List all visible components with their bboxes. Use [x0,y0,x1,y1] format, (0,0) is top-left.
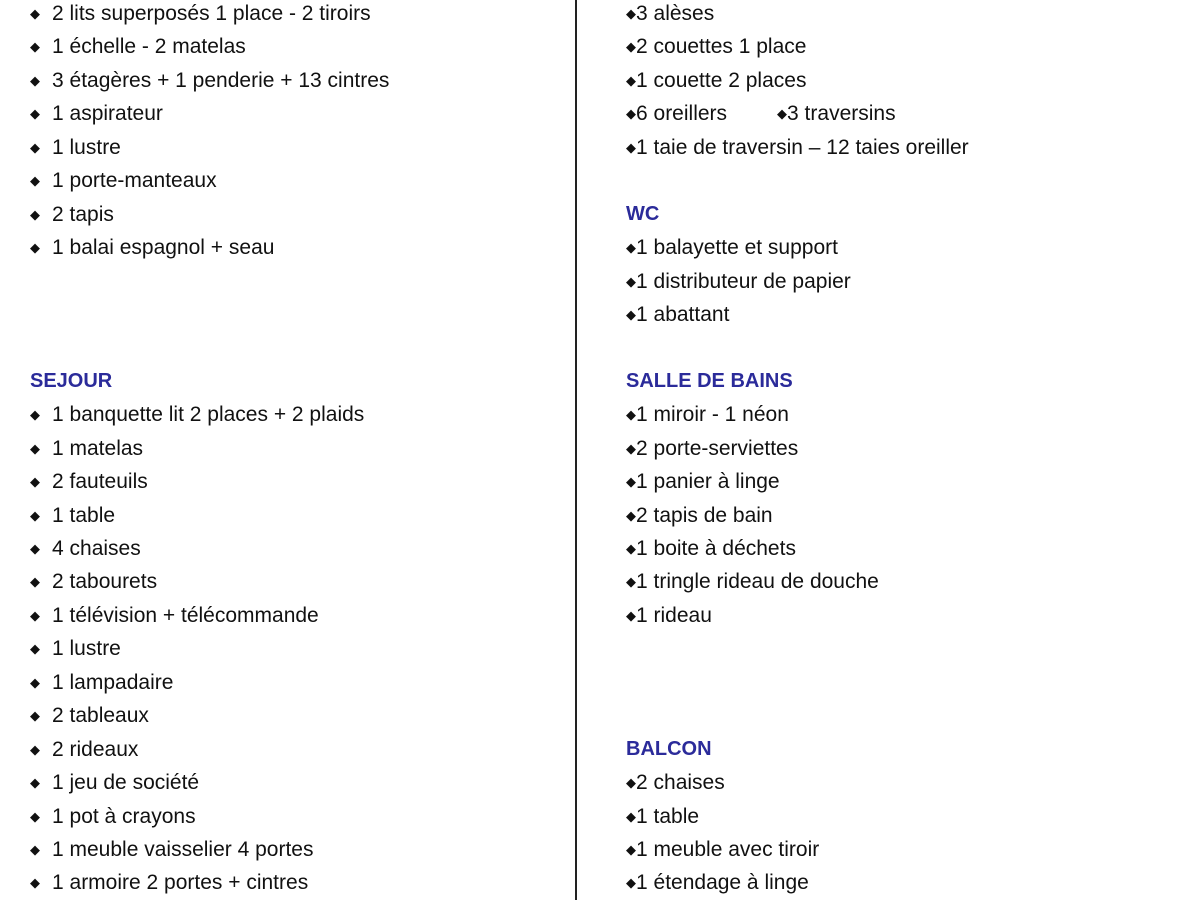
spacer [626,666,969,699]
diamond-bullet-icon: ◆ [30,841,40,857]
item-text: 3 traversins [787,102,896,126]
list-item [626,532,969,565]
section-title-sejour: SEJOUR [30,369,113,392]
item-text: 1 meuble vaisselier 4 portes [52,837,314,861]
list-item [626,833,969,866]
diamond-bullet-icon: ◆ [30,708,40,724]
list-item [626,0,969,30]
item-text: 2 tabourets [52,570,158,594]
item-text: 1 balai espagnol + seau [52,236,275,260]
spacer [626,699,969,732]
item-text: 1 boite à déchets [636,537,796,560]
spacer [626,632,969,665]
item-text: 1 télévision + télécommande [52,603,319,627]
section-title-wc: WC [626,202,660,225]
diamond-bullet-icon: ◆ [626,273,636,289]
item-text: 1 couette 2 places [636,68,807,92]
item-text: 1 banquette lit 2 places + 2 plaids [52,403,365,427]
diamond-bullet-icon: ◆ [30,139,40,155]
item-text: 1 armoire 2 portes + cintres [52,871,309,895]
list-item [626,599,969,632]
item-text: 2 lits superposés 1 place - 2 tiroirs [52,2,371,25]
spacer [626,331,969,364]
item-text: 1 étendage à linge [636,871,809,895]
list-item [30,599,389,632]
diamond-bullet-icon: ◆ [626,474,636,490]
list-item [626,432,969,465]
list-item [30,565,389,598]
list-item [626,64,969,97]
diamond-bullet-icon: ◆ [30,674,40,690]
item-text: 1 table [636,804,700,828]
diamond-bullet-icon: ◆ [626,574,636,590]
list-item [626,97,969,130]
item-text: 1 miroir - 1 néon [636,403,789,427]
item-text: 2 couettes 1 place [636,35,807,59]
column-divider [575,0,577,900]
list-item [30,800,389,833]
diamond-bullet-icon: ◆ [30,574,40,590]
right-column [626,0,969,900]
list-item [30,532,389,565]
list-item [30,64,389,97]
diamond-bullet-icon: ◆ [626,72,636,88]
diamond-bullet-icon: ◆ [30,173,40,189]
diamond-bullet-icon: ◆ [626,841,636,857]
item-text: 2 tapis [52,202,114,226]
item-text: 1 abattant [636,302,730,326]
item-text: 3 étagères + 1 penderie + 13 cintres [52,68,390,92]
diamond-bullet-icon: ◆ [30,474,40,490]
spacer [30,298,389,331]
item-text: 1 pot à crayons [52,804,196,828]
diamond-bullet-icon: ◆ [30,507,40,523]
list-item [626,766,969,799]
list-item [30,465,389,498]
list-item [626,499,969,532]
list-item [30,632,389,665]
diamond-bullet-icon: ◆ [626,306,636,322]
diamond-bullet-icon: ◆ [30,106,40,122]
left-column [30,0,389,900]
item-text: 1 distributeur de papier [636,269,851,293]
diamond-bullet-icon: ◆ [626,39,636,55]
item-text: 1 matelas [52,436,144,460]
list-item [30,231,389,264]
diamond-bullet-icon: ◆ [30,741,40,757]
item-text: 1 panier à linge [636,470,780,494]
list-item [626,265,969,298]
item-text: 2 fauteuils [52,470,148,494]
item-text: 1 rideau [636,603,712,627]
item-text: 1 échelle - 2 matelas [52,35,246,59]
list-item [626,866,969,899]
diamond-bullet-icon: ◆ [626,775,636,791]
diamond-bullet-icon: ◆ [626,541,636,556]
list-item [30,499,389,532]
item-text: 2 tapis de bain [636,503,773,527]
list-item [30,198,389,231]
diamond-bullet-icon: ◆ [30,607,40,623]
spacer [30,265,389,298]
diamond-bullet-icon: ◆ [626,106,636,122]
list-item [30,699,389,732]
item-text: 1 taie de traversin – 12 taies oreiller [636,135,969,159]
diamond-bullet-icon: ◆ [30,72,40,88]
item-text: 1 lustre [52,135,121,159]
item-text: 1 tringle rideau de douche [636,570,879,594]
diamond-bullet-icon: ◆ [777,106,788,122]
list-item [30,398,389,431]
item-text: 2 porte-serviettes [636,436,799,460]
section-title-salle-de-bains: SALLE DE BAINS [626,369,793,392]
diamond-bullet-icon: ◆ [626,240,636,256]
section-title-balcon: BALCON [626,737,712,760]
list-item [626,398,969,431]
diamond-bullet-icon: ◆ [30,541,40,556]
diamond-bullet-icon: ◆ [30,440,40,456]
item-text: 6 oreillers [636,102,728,126]
item-text: 1 porte-manteaux [52,169,217,193]
diamond-bullet-icon: ◆ [30,240,40,256]
list-item [30,164,389,197]
item-text: 1 aspirateur [52,102,163,126]
diamond-bullet-icon: ◆ [626,875,636,891]
diamond-bullet-icon: ◆ [30,775,40,791]
list-item [30,131,389,164]
diamond-bullet-icon: ◆ [30,6,40,21]
diamond-bullet-icon: ◆ [30,875,40,891]
diamond-bullet-icon: ◆ [30,641,40,657]
spacer [30,331,389,364]
list-item [30,666,389,699]
item-text: 2 rideaux [52,737,139,761]
diamond-bullet-icon: ◆ [30,808,40,824]
list-item [30,97,389,130]
list-item [30,432,389,465]
list-item [30,833,389,866]
diamond-bullet-icon: ◆ [626,607,636,623]
spacer [626,164,969,197]
item-text: 3 alèses [636,2,715,25]
list-item [626,465,969,498]
item-text: 1 table [52,503,116,527]
item-text: 1 meuble avec tiroir [636,837,820,861]
diamond-bullet-icon: ◆ [626,139,636,155]
diamond-bullet-icon: ◆ [30,407,40,423]
list-item [626,131,969,164]
list-item [626,298,969,331]
list-item [30,866,389,899]
list-item [30,766,389,799]
diamond-bullet-icon: ◆ [626,440,636,456]
list-item [30,0,389,30]
list-item [626,800,969,833]
diamond-bullet-icon: ◆ [626,6,636,21]
diamond-bullet-icon: ◆ [30,39,40,55]
list-item [30,30,389,63]
list-item [626,231,969,264]
list-item [626,30,969,63]
diamond-bullet-icon: ◆ [626,808,636,824]
list-item [30,733,389,766]
item-text: 4 chaises [52,537,141,560]
item-text: 1 lustre [52,637,121,661]
item-text: 1 lampadaire [52,670,174,694]
diamond-bullet-icon: ◆ [626,407,636,423]
diamond-bullet-icon: ◆ [626,507,636,523]
item-text: 1 jeu de société [52,771,200,795]
item-text: 2 chaises [636,771,725,795]
diamond-bullet-icon: ◆ [30,206,40,222]
item-text: 1 balayette et support [636,236,838,260]
list-item [626,565,969,598]
item-text: 2 tableaux [52,704,149,728]
